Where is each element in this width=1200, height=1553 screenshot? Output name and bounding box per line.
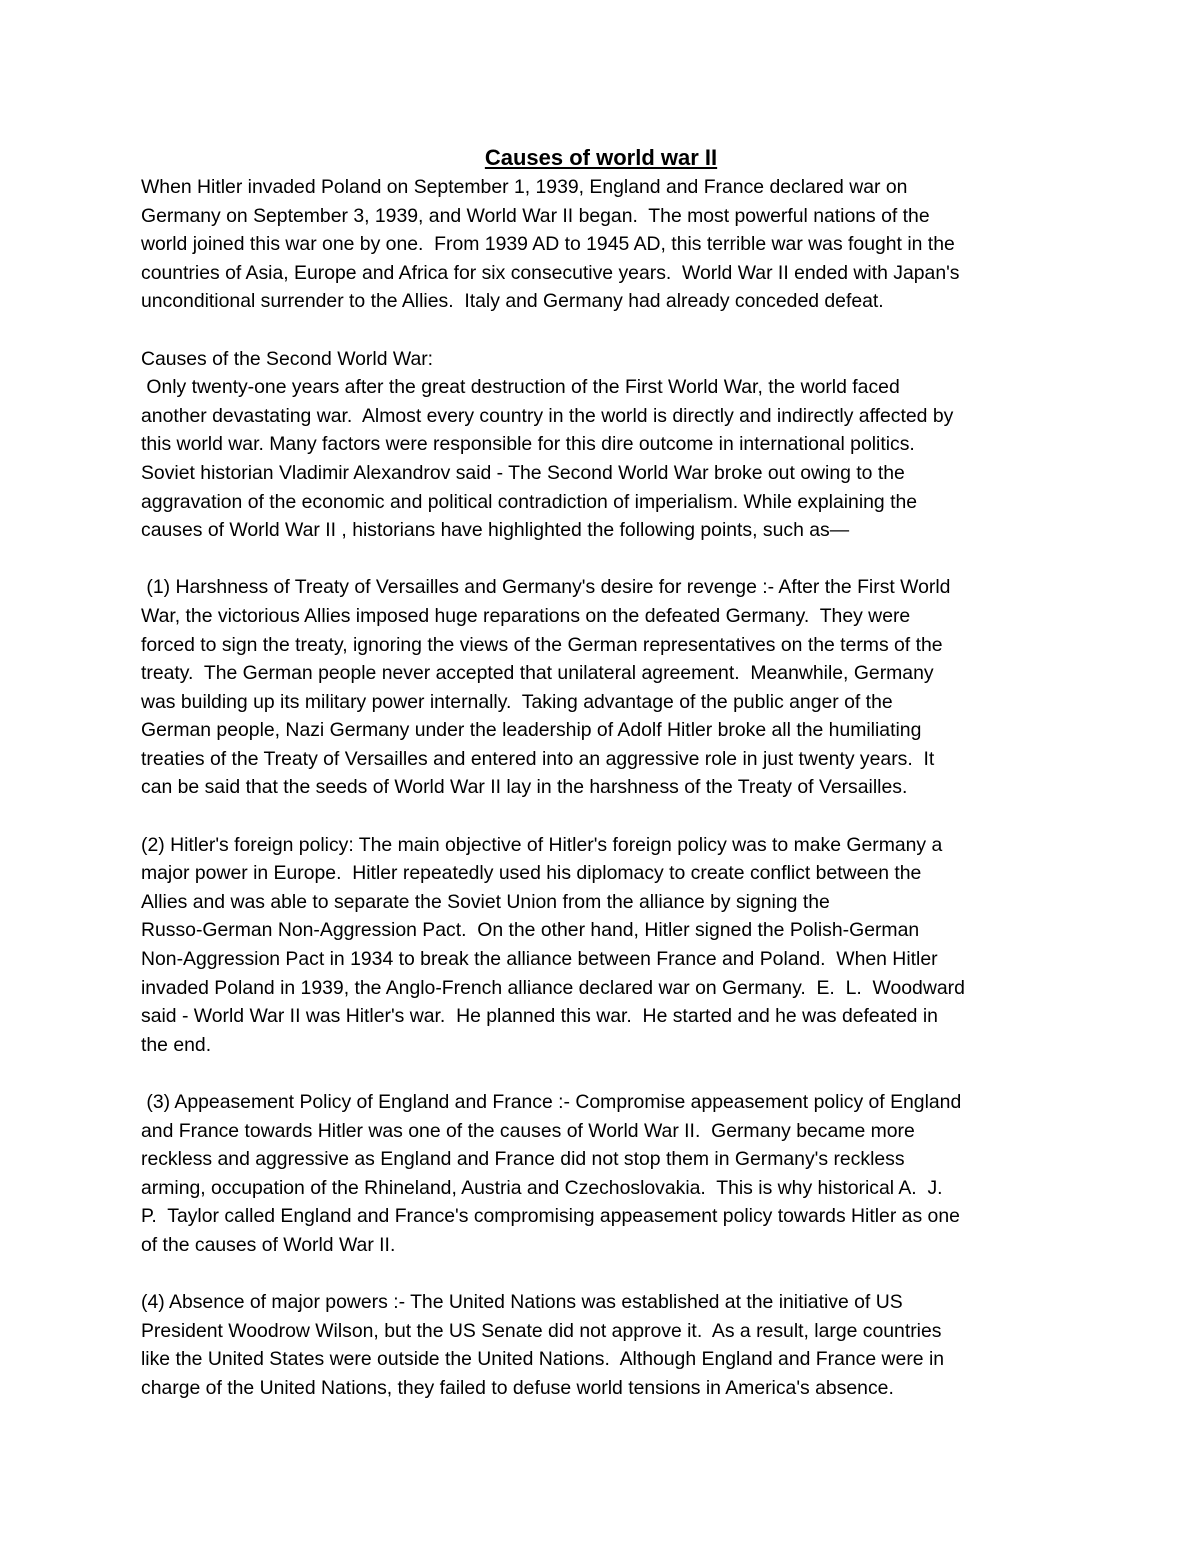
text-line: (3) Appeasement Policy of England and France :- Compromise appeasement policy of England [141,1091,962,1113]
text-line: Only twenty-one years after the great destruction of the First World War, the world faced [141,376,900,399]
text-line: causes of World War II , historians have highlighted the following points, such as— [141,519,850,542]
text-line: said - World War II was Hitler's war. He planned this war. He started and he was defeated in [141,1005,938,1028]
document-title: Causes of world war II [484,145,718,170]
paragraph-spacer [141,1260,1061,1289]
text-line: and France towards Hitler was one of the causes of World War II. Germany became more [141,1119,915,1142]
text-line: Soviet historian Vladimir Alexandrov said - The Second World War broke out owing to the [141,461,905,484]
text-line: War, the victorious Allies imposed huge reparations on the defeated Germany. They were [141,604,911,627]
text-line: arming, occupation of the Rhineland, Austria and Czechoslovakia. This is why historical A. J. [141,1176,943,1199]
text-line: treaties of the Treaty of Versailles and entered into an aggressive role in just twenty years. It [141,747,935,770]
text-line: (2) Hitler's foreign policy: The main objective of Hitler's foreign policy was to make Germany a [141,833,943,856]
text-line: countries of Asia, Europe and Africa for six consecutive years. World War II ended with Japan's [141,261,960,284]
document-page [141,143,1061,1403]
text-line: like the United States were outside the United Nations. Although England and France were in [141,1348,945,1371]
paragraph-cause-2 [141,831,1061,1060]
text-line: German people, Nazi Germany under the leadership of Adolf Hitler broke all the humiliating [141,719,922,742]
text-line: this world war. Many factors were responsible for this dire outcome in international politics. [141,433,915,456]
text-line: When Hitler invaded Poland on September 1, 1939, England and France declared war on [141,176,908,198]
text-line: aggravation of the economic and political contradiction of imperialism. While explaining the [141,490,918,513]
paragraph-spacer [141,802,1061,831]
text-line: invaded Poland in 1939, the Anglo-French alliance declared war on Germany. E. L. Woodward [141,976,965,999]
paragraph-intro [141,173,1061,316]
text-line: unconditional surrender to the Allies. Italy and Germany had already conceded defeat. [141,290,884,313]
paragraph-cause-4 [141,1288,1061,1402]
section-heading: Causes of the Second World War: [141,347,434,370]
text-line: major power in Europe. Hitler repeatedly used his diplomacy to create conflict between the [141,862,922,885]
paragraph-causes-intro [141,345,1061,545]
paragraph-spacer [141,316,1061,345]
text-line: was building up its military power internally. Taking advantage of the public anger of the [141,690,893,713]
text-line: (4) Absence of major powers :- The United Nations was established at the initiative of US [141,1291,903,1314]
text-line: forced to sign the treaty, ignoring the views of the German representatives on the terms of the [141,633,943,656]
paragraph-cause-1 [141,573,1061,802]
paragraph-cause-3 [141,1088,1061,1260]
text-line: (1) Harshness of Treaty of Versailles and Germany's desire for revenge :- After the First World [141,576,951,599]
paragraph-spacer [141,1059,1061,1088]
text-line: the end. [141,1033,212,1056]
text-line: reckless and aggressive as England and France did not stop them in Germany's reckless [141,1148,905,1171]
paragraph-spacer [141,545,1061,574]
text-line: world joined this war one by one. From 1939 AD to 1945 AD, this terrible war was fought in the [141,233,955,256]
text-line: another devastating war. Almost every country in the world is directly and indirectly affected by [141,404,954,427]
text-line: treaty. The German people never accepted that unilateral agreement. Meanwhile, Germany [141,662,934,685]
text-line: Germany on September 3, 1939, and World War II began. The most powerful nations of the [141,204,930,227]
text-line: charge of the United Nations, they failed to defuse world tensions in America's absence. [141,1376,894,1399]
text-line: President Woodrow Wilson, but the US Senate did not approve it. As a result, large countries [141,1319,942,1342]
text-line: Russo-German Non-Aggression Pact. On the other hand, Hitler signed the Polish-German [141,919,920,942]
text-line: of the causes of World War II. [141,1233,396,1256]
text-line: Non-Aggression Pact in 1934 to break the alliance between France and Poland. When Hitler [141,948,938,971]
text-line: Allies and was able to separate the Soviet Union from the alliance by signing the [141,890,830,913]
text-line: P. Taylor called England and France's compromising appeasement policy towards Hitler as one [141,1205,960,1228]
text-line: can be said that the seeds of World War II lay in the harshness of the Treaty of Versailles. [141,776,908,799]
